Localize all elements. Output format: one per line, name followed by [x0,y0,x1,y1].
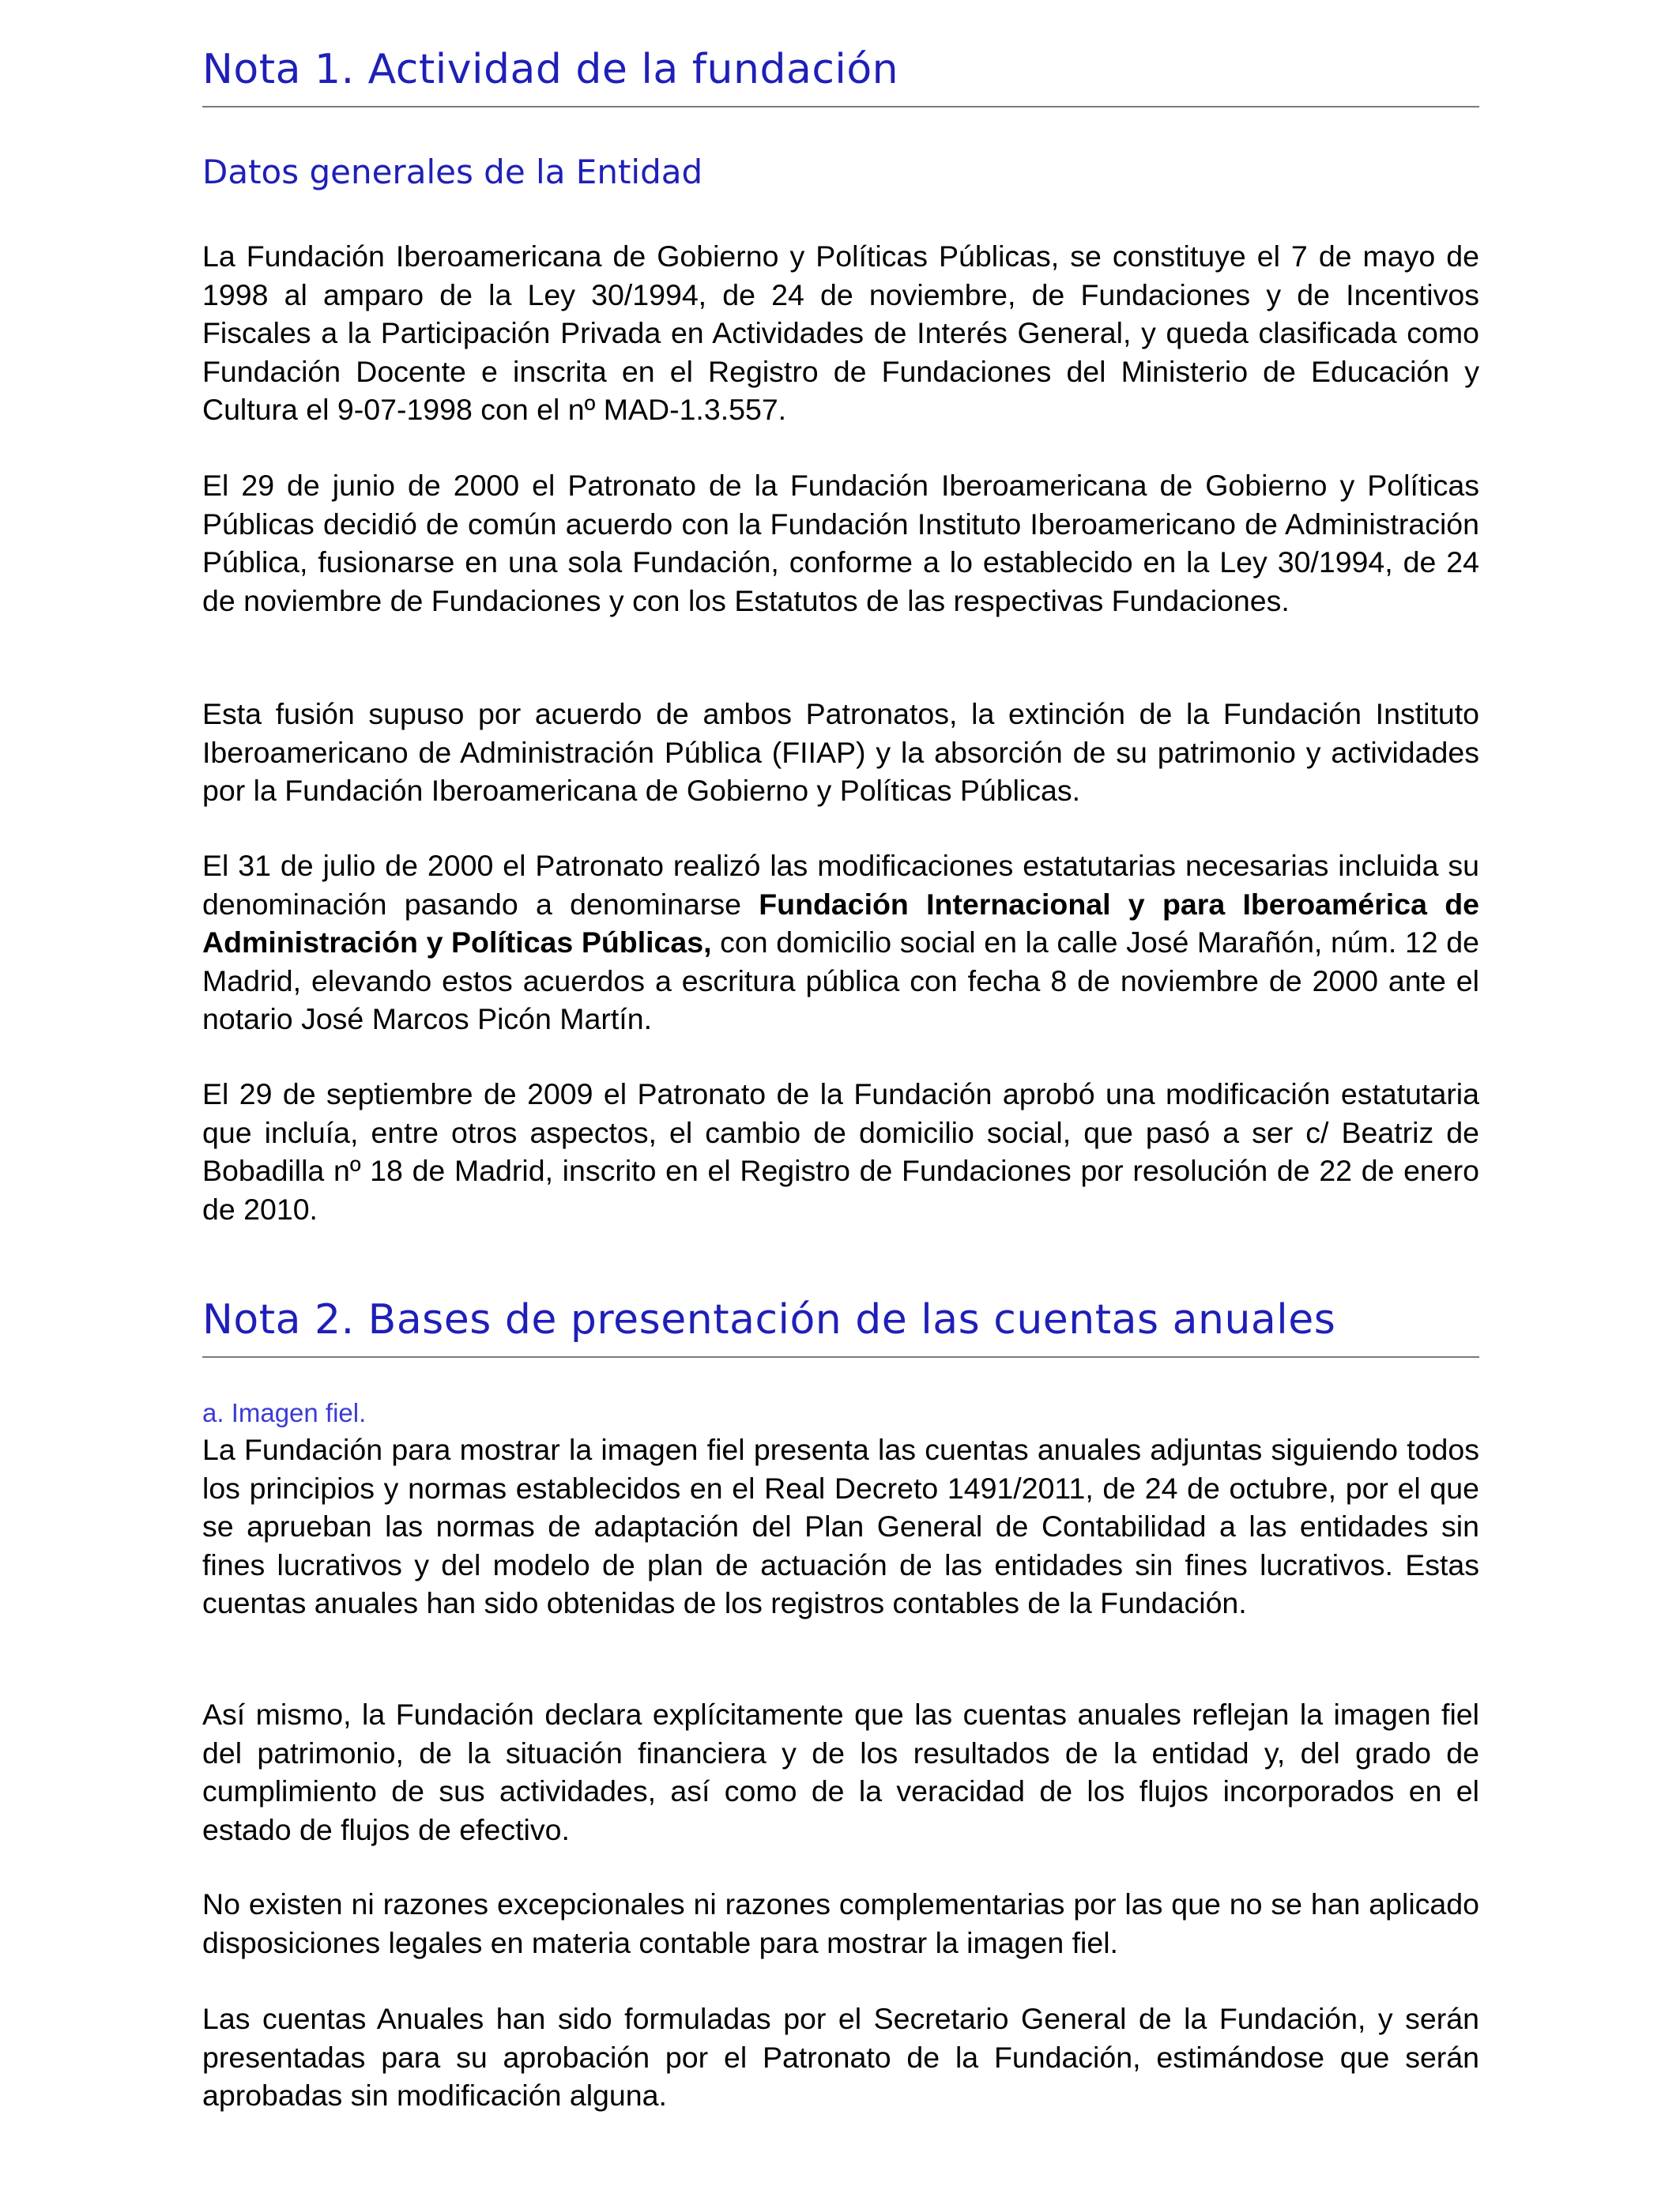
paragraph-explicit-declaration: Así mismo, la Fundación declara explícitamente que las cuentas anuales reflejan la imagen fiel del patrimonio, de la situación financiera y de los resultados de la entidad y, del grado de cumplimiento de sus actividades, así como de la veracidad de los flujos incorporados en el estado de flujos de efectivo. [202,1698,1479,1846]
foundation-name-bold: Fundación Internacional y para Iberoamérica de Administración y Políticas Públicas, [202,887,1479,959]
note-2-heading: Nota 2. Bases de presentación de las cuentas anuales [202,1296,1479,1358]
paragraph-name-change-text-2: con domicilio social en la calle José Marañón, núm. 12 de Madrid, elevando estos acuerdos a escritura pública con fecha 8 de noviembre de 2000 ante el notario José Marcos Picón Martín. [202,925,1479,1035]
paragraph-name-change-text-1: El 31 de julio de 2000 el Patronato realizó las modificaciones estatutarias necesarias incluida su denominación pasando a denominarse [202,849,1479,921]
note-1-heading: Nota 1. Actividad de la fundación [202,46,1479,107]
paragraph-constitution: La Fundación Iberoamericana de Gobierno y Políticas Públicas, se constituye el 7 de mayo de 1998 al amparo de la Ley 30/1994, de 24 de noviembre, de Fundaciones y de Incentivos Fiscales a la Participación Privada en Actividades de Interés General, y queda clasificada como Fundación Docente e inscrita en el Registro de Fundaciones del Ministerio de Educación y Cultura el 9-07-1998 con el nº MAD-1.3.557. [202,239,1479,426]
entity-data-subheading: Datos generales de la Entidad [202,153,703,191]
paragraph-merger-decision: El 29 de junio de 2000 el Patronato de la Fundación Iberoamericana de Gobierno y Políticas Públicas decidió de común acuerdo con la Fundación Instituto Iberoamericano de Administración Pública, fusionarse en una sola Fundación, conforme a lo establecido en la Ley 30/1994, de 24 de noviembre de Fundaciones y con los Estatutos de las respectivas Fundaciones. [202,469,1479,617]
paragraph-formulation: Las cuentas Anuales han sido formuladas por el Secretario General de la Fundación, y serán presentadas para su aprobación por el Patronato de la Fundación, estimándose que serán aprobadas sin modificación alguna. [202,2002,1479,2112]
paragraph-no-exceptions: No existen ni razones excepcionales ni razones complementarias por las que no se han aplicado disposiciones legales en materia contable para mostrar la imagen fiel. [202,1887,1479,1959]
paragraph-true-image: La Fundación para mostrar la imagen fiel presenta las cuentas anuales adjuntas siguiendo todos los principios y normas establecidos en el Real Decreto 1491/2011, de 24 de octubre, por el que se aprueban las normas de adaptación del Plan General de Contabilidad a las entidades sin fines lucrativos y del modelo de plan de actuación de las entidades sin fines lucrativos. Estas cuentas anuales han sido obtenidas de los registros contables de la Fundación. [202,1433,1479,1619]
paragraph-name-change [202,846,1479,1039]
paragraph-merger-effects: Esta fusión supuso por acuerdo de ambos Patronatos, la extinción de la Fundación Instituto Iberoamericano de Administración Pública (FIIAP) y la absorción de su patrimonio y actividades por la Fundación Iberoamericana de Gobierno y Políticas Públicas. [202,697,1479,807]
true-image-subheading: a. Imagen fiel. [202,1398,367,1427]
paragraph-address-change: El 29 de septiembre de 2009 el Patronato de la Fundación aprobó una modificación estatutaria que incluía, entre otros aspectos, el cambio de domicilio social, que pasó a ser c/ Beatriz de Bobadilla nº 18 de Madrid, inscrito en el Registro de Fundaciones por resolución de 22 de enero de 2010. [202,1077,1479,1226]
